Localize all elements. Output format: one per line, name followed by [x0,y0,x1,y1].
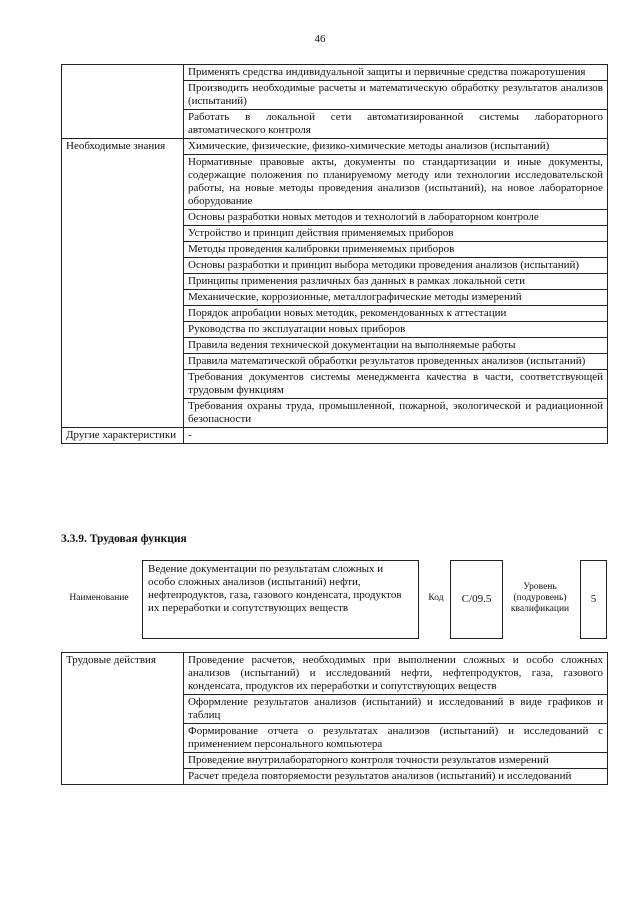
table-row [62,139,608,155]
table-cell: Правила ведения технической документации на выполняемые работы [184,338,608,354]
table-cell: Принципы применения различных баз данных в рамках локальной сети [184,274,608,290]
table-cell: Устройство и принцип действия применяемых приборов [184,226,608,242]
section-heading: 3.3.9. Трудовая функция [61,533,187,545]
page-number: 46 [314,33,326,45]
table-row [62,653,608,695]
knowledge-table [61,64,608,444]
level-value: 5 [580,560,607,639]
table-cell: Руководства по эксплуатации новых приборов [184,322,608,338]
table-cell: Требования документов системы менеджмента качества в части, соответствующей трудовым функциям [184,370,608,399]
table-cell: Нормативные правовые акты, документы по стандартизации и иные документы, содержащие положения по планируемому методу или технологии исследовательской работы, на новые методы проведения анализов (испытаний), на новое лабораторное оборудование [184,155,608,210]
table-cell: Требования охраны труда, промышленной, пожарной, экологической и радиационной безопасности [184,399,608,428]
name-label: Наименование [69,593,129,603]
table-cell: Порядок апробации новых методик, рекомендованных к аттестации [184,306,608,322]
table-cell: Механические, коррозионные, металлографические методы измерений [184,290,608,306]
labor-actions-table [61,652,608,785]
row-label-knowledge: Необходимые знания [62,139,184,428]
code-label: Код [428,593,444,603]
row-label [62,65,184,139]
code-value: С/09.5 [450,560,503,639]
table-cell: Основы разработки новых методов и технологий в лабораторном контроле [184,210,608,226]
level-label: Уровень (подуровень) квалификации [510,582,570,614]
table-row [62,65,608,81]
table-cell: - [184,428,608,444]
row-label-actions: Трудовые действия [62,653,184,785]
row-label-other: Другие характеристики [62,428,184,444]
table-cell: Производить необходимые расчеты и математическую обработку результатов анализов (испытаний) [184,81,608,110]
table-cell: Формирование отчета о результатах анализов (испытаний) и исследований с применением персонального компьютера [184,724,608,753]
table-cell: Правила математической обработки результатов проведенных анализов (испытаний) [184,354,608,370]
table-cell: Методы проведения калибровки применяемых приборов [184,242,608,258]
function-header [61,560,607,640]
table-cell: Применять средства индивидуальной защиты и первичные средства пожаротушения [184,65,608,81]
table-cell: Работать в локальной сети автоматизированной системы лабораторного автоматического контроля [184,110,608,139]
function-name: Ведение документации по результатам сложных и особо сложных анализов (испытаний) нефти, нефтепродуктов, газа, газового конденсата, продуктов их переработки и сопутствующих веществ [142,560,419,639]
table-cell: Оформление результатов анализов (испытаний) и исследований в виде графиков и таблиц [184,695,608,724]
table-cell: Проведение расчетов, необходимых при выполнении сложных и особо сложных анализов (испытаний) и исследований нефти, нефтепродуктов, газа, газового конденсата, продуктов их переработки и сопутствующих веществ [184,653,608,695]
table-row [62,428,608,444]
table-cell: Химические, физические, физико-химические методы анализов (испытаний) [184,139,608,155]
table-cell: Основы разработки и принцип выбора методики проведения анализов (испытаний) [184,258,608,274]
table-cell: Проведение внутрилабораторного контроля точности результатов измерений [184,753,608,769]
table-cell: Расчет предела повторяемости результатов анализов (испытаний) и исследований [184,769,608,785]
